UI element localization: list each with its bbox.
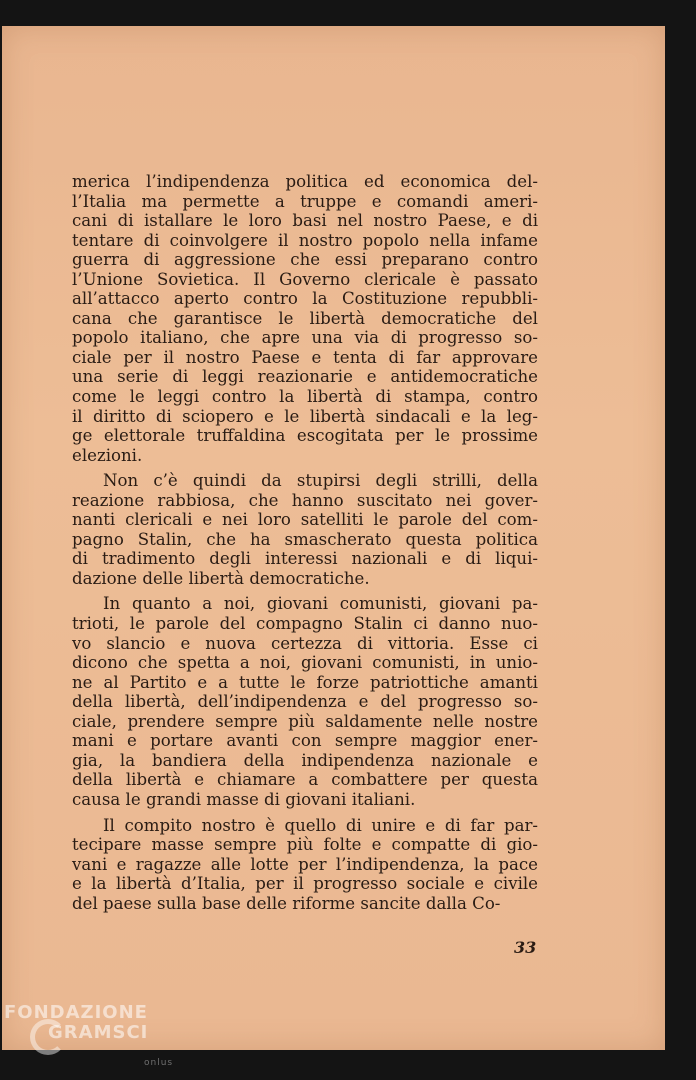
text-line: del paese sulla base delle riforme sancite dalla Co- (72, 893, 501, 913)
text-line: causa le grandi masse di giovani italiani. (72, 789, 416, 809)
text-line: Il compito nostro è quello di unire e di far par- (103, 815, 538, 835)
text-line: elezioni. (72, 445, 143, 465)
text-line: popolo italiano, che apre una via di progresso so- (72, 328, 538, 348)
watermark-suffix: onlus (144, 1058, 174, 1068)
text-line: reazione rabbiosa, che hanno suscitato nei gover- (72, 490, 538, 510)
text-line: ciale, prendere sempre più saldamente nelle nostre (72, 711, 538, 731)
paragraph (72, 594, 538, 809)
fondazione-gramsci-watermark (4, 1002, 174, 1068)
text-line: come le leggi contro la libertà di stampa, contro (72, 387, 538, 407)
watermark-line1: FONDAZIONE (4, 1002, 148, 1023)
book-page (2, 26, 665, 1050)
text-line: dicono che spetta a noi, giovani comunisti, in unio- (72, 653, 538, 673)
text-line: l’Unione Sovietica. Il Governo clericale è passato (72, 269, 538, 289)
text-line: e la libertà d’Italia, per il progresso sociale e civile (72, 874, 538, 894)
text-line: vani e ragazze alle lotte per l’indipendenza, la pace (72, 854, 538, 874)
text-line: della libertà, dell’indipendenza e del progresso so- (72, 692, 538, 712)
text-line: della libertà e chiamare a combattere per questa (72, 770, 538, 790)
text-line: tecipare masse sempre più folte e compatte di gio- (72, 835, 538, 855)
text-line: dazione delle libertà democratiche. (72, 568, 370, 588)
text-line: mani e portare avanti con sempre maggior ener- (72, 731, 538, 751)
text-line: In quanto a noi, giovani comunisti, giovani pa- (103, 594, 538, 614)
text-line: ciale per il nostro Paese e tenta di far approvare (72, 347, 538, 367)
text-line: tentare di coinvolgere il nostro popolo nella infame (72, 230, 538, 250)
text-line: vo slancio e nuova certezza di vittoria. Esse ci (72, 633, 538, 653)
text-line: il diritto di sciopero e le libertà sindacali e la leg- (72, 406, 538, 426)
text-line: una serie di leggi reazionarie e antidemocratiche (72, 367, 538, 387)
page-text (72, 172, 538, 913)
paragraph (72, 816, 538, 914)
text-line: l’Italia ma permette a truppe e comandi ameri- (72, 191, 538, 211)
text-line: ne al Partito e a tutte le forze patriottiche amanti (72, 672, 538, 692)
text-line: cani di istallare le loro basi nel nostro Paese, e di (72, 211, 538, 231)
text-line: Non c’è quindi da stupirsi degli strilli, della (103, 471, 538, 491)
page-number: 33 (514, 938, 537, 957)
paragraph (72, 471, 538, 588)
watermark-g-logo-icon (30, 1019, 66, 1055)
text-line: merica l’indipendenza politica ed economica del- (72, 172, 538, 191)
text-line: pagno Stalin, che ha smascherato questa politica (72, 529, 538, 549)
text-line: nanti clericali e nei loro satelliti le parole del com- (72, 510, 538, 530)
text-line: all’attacco aperto contro la Costituzione repubbli- (72, 289, 538, 309)
text-line: cana che garantisce le libertà democratiche del (72, 308, 538, 328)
text-line: guerra di aggressione che essi preparano contro (72, 250, 538, 270)
text-line: ge elettorale truffaldina escogitata per le prossime (72, 426, 538, 446)
text-line: trioti, le parole del compagno Stalin ci danno nuo- (72, 614, 538, 634)
text-line: di tradimento degli interessi nazionali e di liqui- (72, 549, 538, 569)
text-line: gia, la bandiera della indipendenza nazionale e (72, 750, 538, 770)
paragraph (72, 172, 538, 465)
watermark-line2: GRAMSCI (48, 1022, 149, 1043)
